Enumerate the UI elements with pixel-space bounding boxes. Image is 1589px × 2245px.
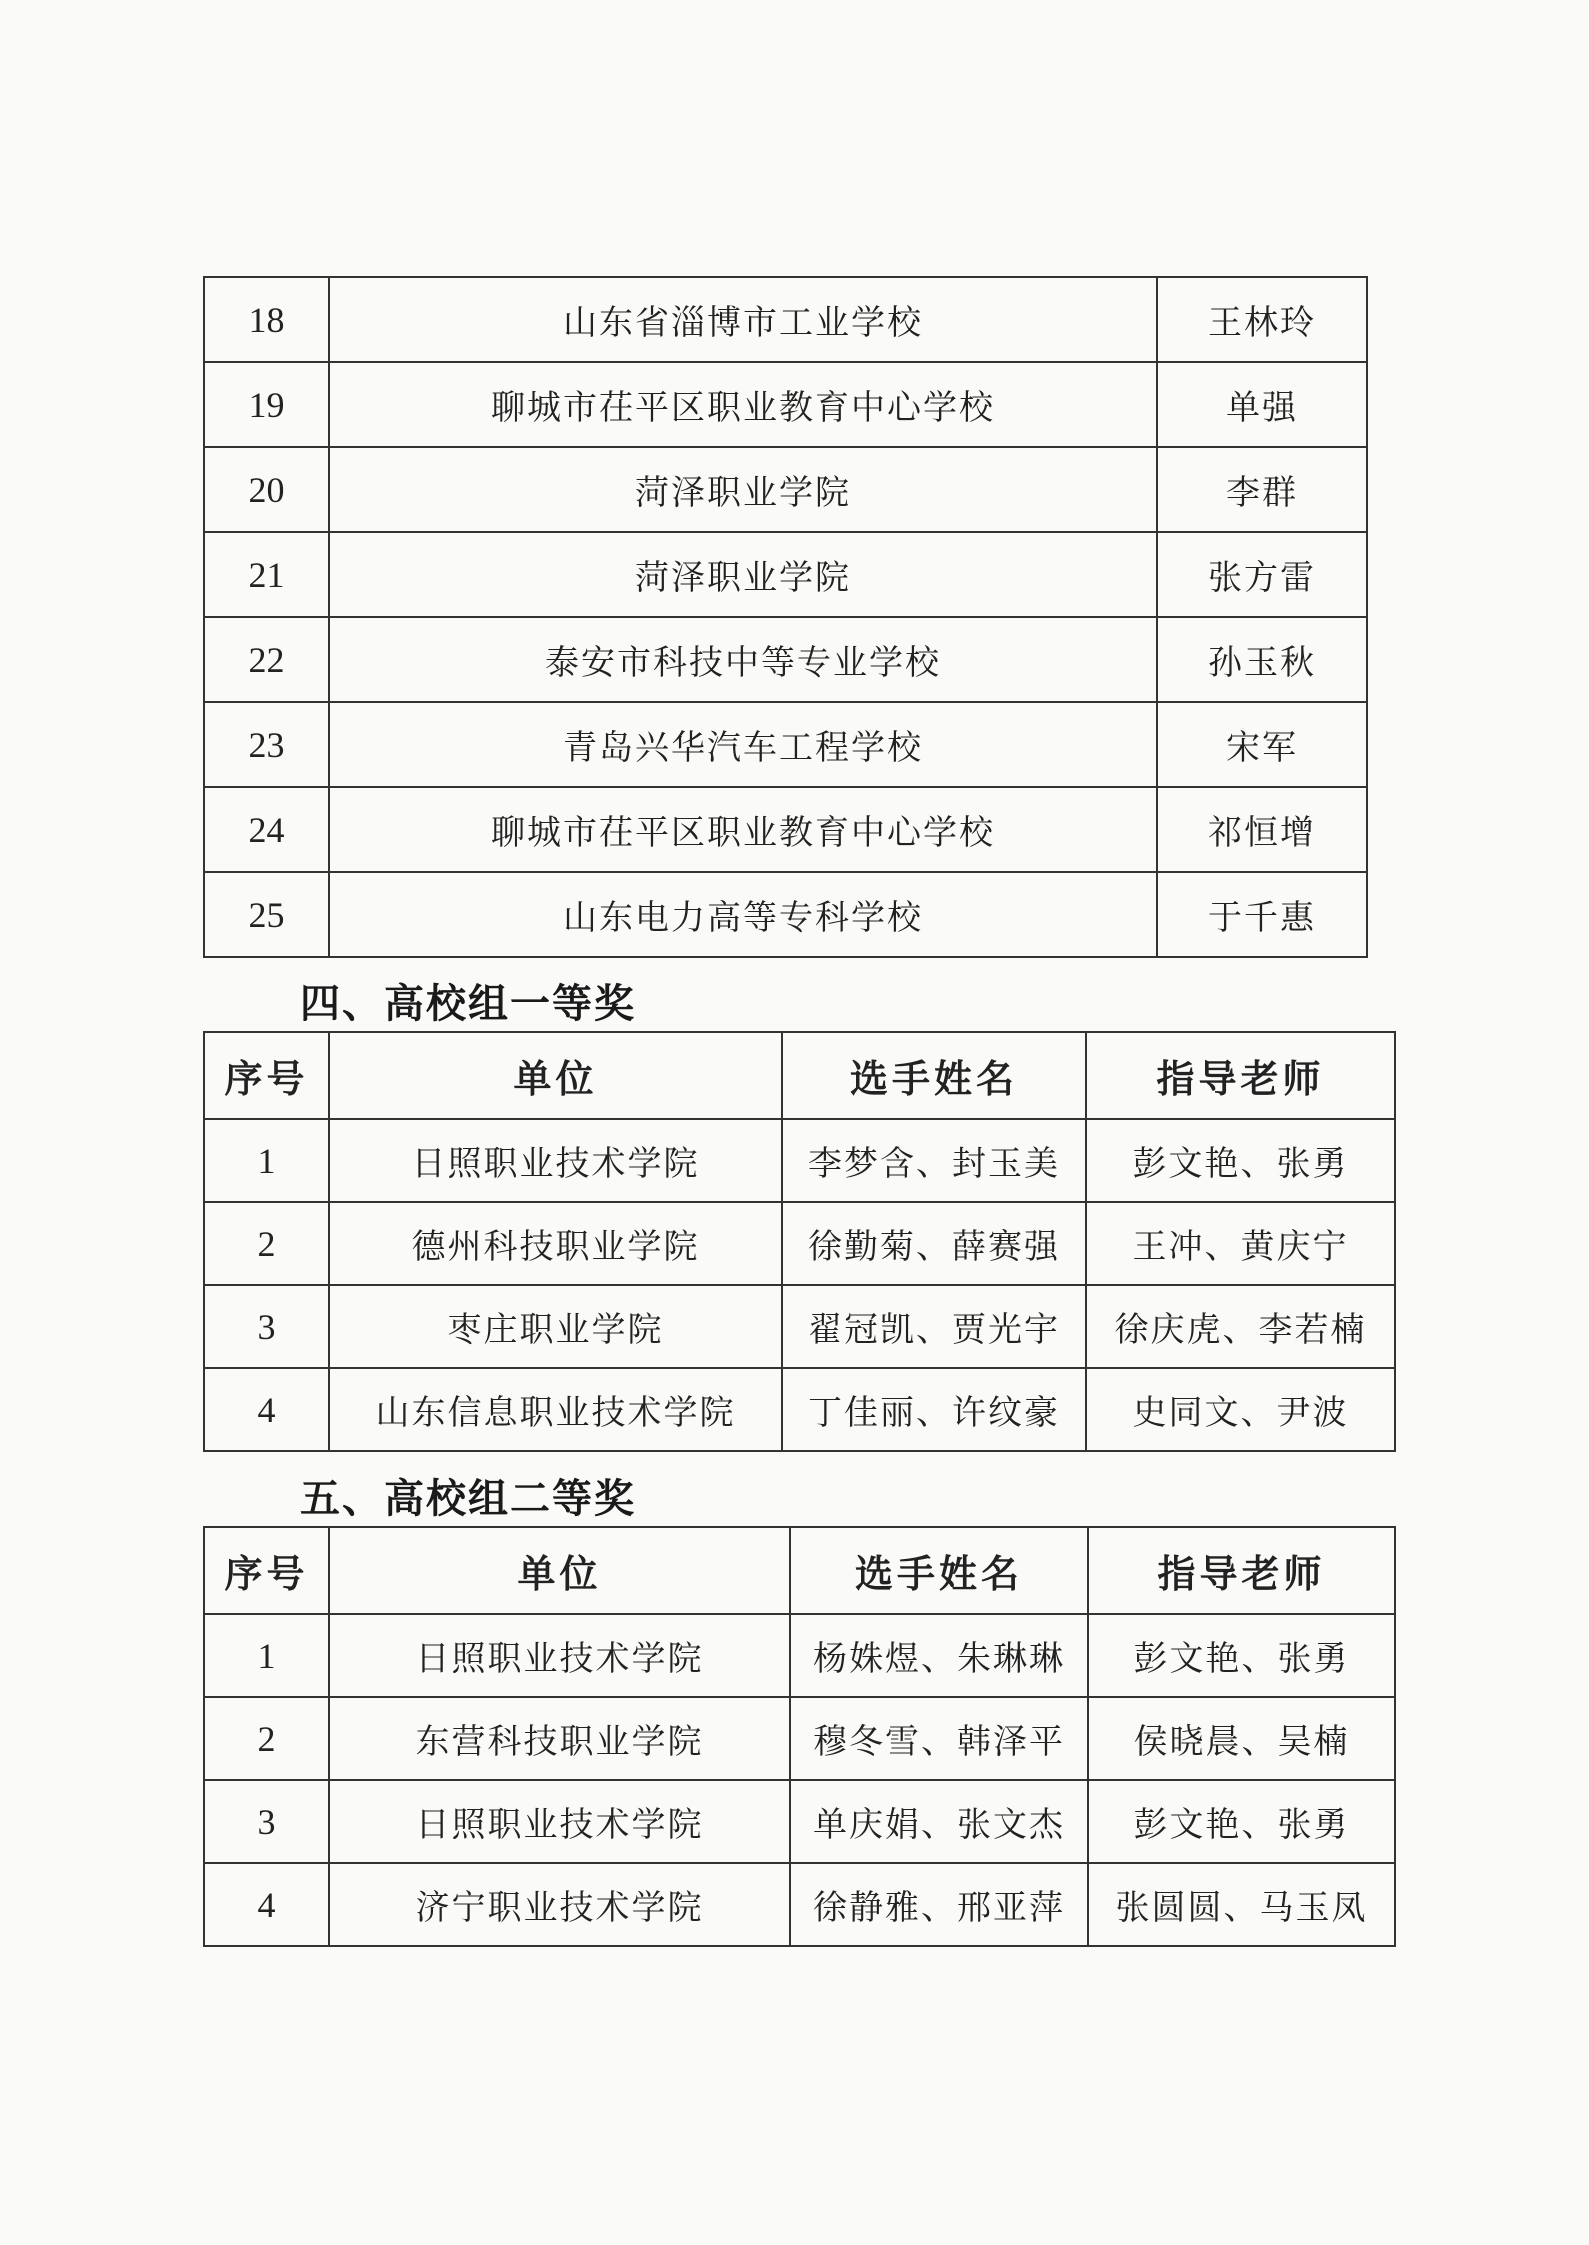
unit-cell: 菏泽职业学院 <box>329 447 1157 532</box>
teacher-cell: 徐庆虎、李若楠 <box>1086 1285 1395 1368</box>
row-number: 25 <box>204 872 329 957</box>
teacher-cell: 王林玲 <box>1157 277 1367 362</box>
teacher-cell: 侯晓晨、吴楠 <box>1088 1697 1395 1780</box>
row-number: 3 <box>204 1780 329 1863</box>
table-row <box>204 1863 1395 1946</box>
row-number: 20 <box>204 447 329 532</box>
row-number: 23 <box>204 702 329 787</box>
column-header-teacher: 指导老师 <box>1086 1032 1395 1119</box>
table-header-row <box>204 1527 1395 1614</box>
table-row <box>204 617 1367 702</box>
table-row <box>204 277 1367 362</box>
unit-cell: 山东电力高等专科学校 <box>329 872 1157 957</box>
unit-cell: 聊城市茌平区职业教育中心学校 <box>329 787 1157 872</box>
teacher-cell: 张方雷 <box>1157 532 1367 617</box>
unit-cell: 日照职业技术学院 <box>329 1780 790 1863</box>
teacher-cell: 祁恒增 <box>1157 787 1367 872</box>
teacher-cell: 于千惠 <box>1157 872 1367 957</box>
row-number: 2 <box>204 1202 329 1285</box>
first-prize-table <box>203 1031 1396 1452</box>
table-row <box>204 1119 1395 1202</box>
unit-cell: 菏泽职业学院 <box>329 532 1157 617</box>
player-cell: 丁佳丽、许纹豪 <box>782 1368 1086 1451</box>
teacher-cell: 彭文艳、张勇 <box>1088 1614 1395 1697</box>
teacher-cell: 彭文艳、张勇 <box>1086 1119 1395 1202</box>
teacher-cell: 李群 <box>1157 447 1367 532</box>
table-row <box>204 1780 1395 1863</box>
row-number: 2 <box>204 1697 329 1780</box>
unit-cell: 聊城市茌平区职业教育中心学校 <box>329 362 1157 447</box>
table-row <box>204 1614 1395 1697</box>
column-header-player: 选手姓名 <box>790 1527 1088 1614</box>
unit-cell: 山东信息职业技术学院 <box>329 1368 782 1451</box>
player-cell: 徐勤菊、薛赛强 <box>782 1202 1086 1285</box>
teacher-cell: 孙玉秋 <box>1157 617 1367 702</box>
table-row <box>204 362 1367 447</box>
column-header-number: 序号 <box>204 1527 329 1614</box>
player-cell: 杨姝煜、朱琳琳 <box>790 1614 1088 1697</box>
table-row <box>204 702 1367 787</box>
player-cell: 徐静雅、邢亚萍 <box>790 1863 1088 1946</box>
teacher-cell: 彭文艳、张勇 <box>1088 1780 1395 1863</box>
unit-cell: 枣庄职业学院 <box>329 1285 782 1368</box>
row-number: 4 <box>204 1863 329 1946</box>
table-row <box>204 1368 1395 1451</box>
player-cell: 翟冠凯、贾光宇 <box>782 1285 1086 1368</box>
table-row <box>204 1285 1395 1368</box>
row-number: 19 <box>204 362 329 447</box>
section-heading-first-prize: 四、高校组一等奖 <box>300 981 636 1027</box>
row-number: 4 <box>204 1368 329 1451</box>
row-number: 3 <box>204 1285 329 1368</box>
teacher-cell: 史同文、尹波 <box>1086 1368 1395 1451</box>
column-header-number: 序号 <box>204 1032 329 1119</box>
unit-cell: 济宁职业技术学院 <box>329 1863 790 1946</box>
teacher-cell: 单强 <box>1157 362 1367 447</box>
row-number: 22 <box>204 617 329 702</box>
table-row <box>204 787 1367 872</box>
teacher-cell: 王冲、黄庆宁 <box>1086 1202 1395 1285</box>
teacher-cell: 张圆圆、马玉凤 <box>1088 1863 1395 1946</box>
table-row <box>204 872 1367 957</box>
unit-cell: 山东省淄博市工业学校 <box>329 277 1157 362</box>
column-header-unit: 单位 <box>329 1032 782 1119</box>
continued-award-table <box>203 276 1368 958</box>
column-header-teacher: 指导老师 <box>1088 1527 1395 1614</box>
row-number: 18 <box>204 277 329 362</box>
table-row <box>204 1202 1395 1285</box>
row-number: 1 <box>204 1614 329 1697</box>
row-number: 24 <box>204 787 329 872</box>
unit-cell: 日照职业技术学院 <box>329 1614 790 1697</box>
unit-cell: 青岛兴华汽车工程学校 <box>329 702 1157 787</box>
unit-cell: 日照职业技术学院 <box>329 1119 782 1202</box>
unit-cell: 泰安市科技中等专业学校 <box>329 617 1157 702</box>
table-row <box>204 532 1367 617</box>
second-prize-table <box>203 1526 1396 1947</box>
row-number: 1 <box>204 1119 329 1202</box>
row-number: 21 <box>204 532 329 617</box>
table-row <box>204 1697 1395 1780</box>
column-header-player: 选手姓名 <box>782 1032 1086 1119</box>
player-cell: 单庆娟、张文杰 <box>790 1780 1088 1863</box>
player-cell: 穆冬雪、韩泽平 <box>790 1697 1088 1780</box>
column-header-unit: 单位 <box>329 1527 790 1614</box>
unit-cell: 东营科技职业学院 <box>329 1697 790 1780</box>
table-header-row <box>204 1032 1395 1119</box>
player-cell: 李梦含、封玉美 <box>782 1119 1086 1202</box>
section-heading-second-prize: 五、高校组二等奖 <box>300 1476 636 1522</box>
table-row <box>204 447 1367 532</box>
unit-cell: 德州科技职业学院 <box>329 1202 782 1285</box>
teacher-cell: 宋军 <box>1157 702 1367 787</box>
